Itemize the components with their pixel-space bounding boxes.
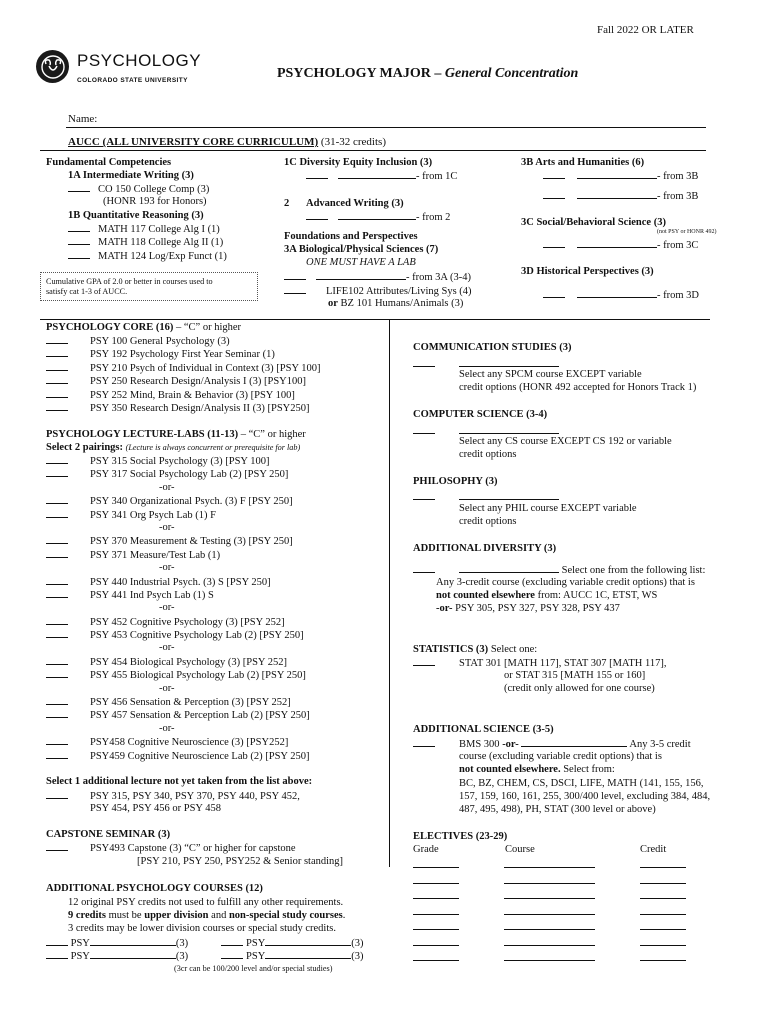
aucc-2-number: 2 xyxy=(284,198,290,209)
comm-line2: credit options (HONR 492 accepted for Honors Track 1) xyxy=(459,382,697,393)
core-course-blank[interactable] xyxy=(46,388,68,398)
psy-elective-check[interactable] xyxy=(46,949,68,959)
elective-grade[interactable] xyxy=(413,874,459,884)
elective-credit[interactable] xyxy=(640,889,686,899)
elective-credit[interactable] xyxy=(640,920,686,930)
bz101-or: or xyxy=(328,298,338,309)
from-2: - from 2 xyxy=(416,212,451,223)
page-title xyxy=(277,66,578,82)
phil-check[interactable] xyxy=(413,490,435,500)
life102-label: LIFE102 Attributes/Living Sys (4) xyxy=(326,286,472,297)
aucc-1b: 1B Quantitative Reasoning (3) xyxy=(68,210,204,221)
aucc-heading xyxy=(68,136,386,149)
aucc-heading-title: AUCC (ALL UNIVERSITY CORE CURRICULUM) xyxy=(68,136,319,148)
core-course xyxy=(46,388,321,401)
lab-blank[interactable] xyxy=(46,708,68,718)
elective-course[interactable] xyxy=(504,951,595,961)
core-list xyxy=(46,334,321,414)
non-special: non-special study courses xyxy=(228,910,343,921)
cs-line1: Select any CS course EXCEPT CS 192 or variable xyxy=(459,436,672,447)
credit-label: (3) xyxy=(175,938,189,949)
core-course-label: PSY 350 Research Design/Analysis II (3) [PSY250] xyxy=(90,402,310,414)
lecture-blank[interactable] xyxy=(46,454,68,464)
science-line6: 487, 495, 498), PH, STAT (300 level or above) xyxy=(459,804,656,815)
aucc-3b-row-1 xyxy=(543,169,698,183)
lab-label: PSY 317 Social Psychology Lab (2) [PSY 250] xyxy=(90,469,289,481)
elective-grade[interactable] xyxy=(413,936,459,946)
or-label: -or- xyxy=(159,481,175,493)
from-3c: - from 3C xyxy=(657,240,699,251)
stat-check[interactable] xyxy=(413,656,435,666)
co150-blank[interactable] xyxy=(68,182,90,192)
core-course-label: PSY 252 Mind, Brain & Behavior (3) [PSY 100] xyxy=(90,389,295,401)
comm-heading: COMMUNICATION STUDIES (3) xyxy=(413,342,572,353)
lecture-label: PSY 340 Organizational Psych. (3) F [PSY 250] xyxy=(90,496,293,508)
logo-title: PSYCHOLOGY xyxy=(77,51,202,70)
core-course xyxy=(46,334,321,347)
lab-note: ONE MUST HAVE A LAB xyxy=(306,257,416,268)
aucc-heading-credits: (31-32 credits) xyxy=(320,136,386,148)
aucc-1c-course[interactable] xyxy=(338,169,416,179)
elective-grade[interactable] xyxy=(413,858,459,868)
core-course xyxy=(46,401,321,414)
and-text: and xyxy=(208,910,229,921)
lab-row xyxy=(46,467,310,480)
lecture-label: PSY458 Cognitive Neuroscience (3) [PSY252] xyxy=(90,737,289,749)
core-course xyxy=(46,374,321,387)
elective-course[interactable] xyxy=(504,874,595,884)
from-3a: - from 3A (3-4) xyxy=(406,272,472,283)
co150-label: CO 150 College Comp (3) xyxy=(98,184,210,195)
grade-header: Grade xyxy=(413,844,439,855)
or-label: -or- xyxy=(159,722,175,734)
aucc-2-row xyxy=(306,210,450,224)
science-line2: course (excluding variable credit options) that is xyxy=(459,751,662,762)
science-line3 xyxy=(459,763,615,776)
elective-grade[interactable] xyxy=(413,920,459,930)
aucc-1c-check[interactable] xyxy=(306,169,328,179)
phil-line2: credit options xyxy=(459,516,517,527)
phil-heading: PHILOSOPHY (3) xyxy=(413,476,498,487)
additional-psy-note: (3cr can be 100/200 level and/or special studies) xyxy=(174,964,333,973)
core-course-blank[interactable] xyxy=(46,361,68,371)
aucc-3d-course[interactable] xyxy=(577,288,657,298)
lecture-row xyxy=(46,735,310,748)
phil-line1: Select any PHIL course EXCEPT variable xyxy=(459,503,637,514)
aucc-1c: 1C Diversity Equity Inclusion (3) xyxy=(284,157,433,168)
lecture-blank[interactable] xyxy=(46,655,68,665)
stat-heading-row xyxy=(413,643,537,656)
comm-line1: Select any SPCM course EXCEPT variable xyxy=(459,369,642,380)
core-heading-note: – “C” or higher xyxy=(176,322,242,333)
aucc-3b-course-2[interactable] xyxy=(577,189,657,199)
lab-row xyxy=(46,628,310,641)
core-course-blank[interactable] xyxy=(46,347,68,357)
diversity-or: -or- xyxy=(436,603,453,614)
credit-label: (3) xyxy=(175,951,189,962)
aucc-3a: 3A Biological/Physical Sciences (7) xyxy=(284,244,439,255)
psy-elective-course[interactable] xyxy=(90,936,176,946)
or-label: -or- xyxy=(159,642,175,654)
aucc-3c-row xyxy=(543,238,698,252)
labs-heading-title: PSYCHOLOGY LECTURE-LABS (11-13) xyxy=(46,429,239,440)
additional-lecture-blank[interactable] xyxy=(46,789,68,799)
lab-label: PSY459 Cognitive Neuroscience Lab (2) [PSY 250] xyxy=(90,750,310,762)
lecture-row xyxy=(46,655,310,668)
additional-psy-heading: ADDITIONAL PSYCHOLOGY COURSES (12) xyxy=(46,883,263,894)
diversity-check[interactable] xyxy=(413,563,435,573)
upper-division: upper division xyxy=(144,910,209,921)
labs-heading-note: – “C” or higher xyxy=(240,429,306,440)
science-course[interactable] xyxy=(521,737,627,747)
science-not-counted: not counted elsewhere. xyxy=(459,764,561,775)
labs-heading xyxy=(46,428,306,441)
labs-select-label: Select 2 pairings: xyxy=(46,442,123,453)
lab-label: PSY 455 Biological Psychology Lab (2) [PSY 250] xyxy=(90,670,306,682)
aucc-3d-row xyxy=(543,288,699,302)
psy-elective-check[interactable] xyxy=(221,936,243,946)
lecture-row xyxy=(46,615,310,628)
stat-line1: STAT 301 [MATH 117], STAT 307 [MATH 117], xyxy=(459,658,667,669)
psy-elective-course[interactable] xyxy=(265,936,351,946)
diversity-from: from: AUCC 1C, ETST, WS xyxy=(534,590,658,601)
from-3d: - from 3D xyxy=(657,290,699,301)
from-3b-2: - from 3B xyxy=(657,191,699,202)
comm-check[interactable] xyxy=(413,357,435,367)
psy-label: PSY xyxy=(70,951,90,962)
science-or: -or- xyxy=(502,739,519,750)
lab-label: PSY 453 Cognitive Psychology Lab (2) [PSY 250] xyxy=(90,630,304,642)
psy-elective-row-2 xyxy=(46,949,364,963)
math124-row xyxy=(68,249,227,263)
phil-course[interactable] xyxy=(459,490,559,500)
diversity-psy: PSY 305, PSY 327, PSY 328, PSY 437 xyxy=(452,603,620,614)
elective-grade[interactable] xyxy=(413,889,459,899)
aucc-3d-check[interactable] xyxy=(543,288,565,298)
elective-credit[interactable] xyxy=(640,858,686,868)
labs-list xyxy=(46,454,310,762)
aucc-2: Advanced Writing (3) xyxy=(306,198,404,209)
bms300: BMS 300 xyxy=(459,739,500,750)
bz101-row xyxy=(328,297,463,310)
capstone-row xyxy=(46,841,296,855)
lab-blank[interactable] xyxy=(46,467,68,477)
bz101-label: BZ 101 Humans/Animals (3) xyxy=(340,298,464,309)
math124-blank[interactable] xyxy=(68,249,90,259)
psy-label: PSY xyxy=(70,938,90,949)
fundamental-heading: Fundamental Competencies xyxy=(46,157,172,168)
or-label: -or- xyxy=(159,682,175,694)
lab-row xyxy=(46,548,310,561)
math118-row xyxy=(68,235,223,249)
comm-course[interactable] xyxy=(459,357,559,367)
elective-course[interactable] xyxy=(504,889,595,899)
page-title-main: PSYCHOLOGY MAJOR – xyxy=(277,66,442,81)
stat-line3: (credit only allowed for one course) xyxy=(504,683,655,694)
diversity-line2: Any 3-credit course (excluding variable credit options) that is xyxy=(436,577,695,588)
lecture-label: PSY 440 Industrial Psych. (3) S [PSY 250] xyxy=(90,576,271,588)
core-course-label: PSY 100 General Psychology (3) xyxy=(90,336,230,347)
credit-header: Credit xyxy=(640,844,667,855)
aucc-3c-check[interactable] xyxy=(543,238,565,248)
math118-label: MATH 118 College Alg II (1) xyxy=(98,237,224,248)
lecture-row xyxy=(46,454,310,467)
aucc-2-course[interactable] xyxy=(338,210,416,220)
lab-blank[interactable] xyxy=(46,628,68,638)
psy-label: PSY xyxy=(246,951,266,962)
credit-label: (3) xyxy=(351,951,364,962)
core-course xyxy=(46,361,321,374)
lab-label: PSY 341 Org Psych Lab (1) F xyxy=(90,509,217,521)
lab-label: PSY 371 Measure/Test Lab (1) xyxy=(90,549,221,561)
cs-line2: credit options xyxy=(459,449,517,460)
labs-select xyxy=(46,441,300,454)
additional-psy-line3: 3 credits may be lower division courses or special study credits. xyxy=(68,923,336,934)
additional-lecture-2: PSY 454, PSY 456 or PSY 458 xyxy=(90,803,221,814)
aucc-2-check[interactable] xyxy=(306,210,328,220)
core-course-blank[interactable] xyxy=(46,334,68,344)
core-heading-title: PSYCHOLOGY CORE (16) xyxy=(46,322,174,333)
lecture-row xyxy=(46,575,310,588)
or-label: -or- xyxy=(159,602,175,614)
capstone-heading: CAPSTONE SEMINAR (3) xyxy=(46,829,171,840)
aucc-3c-course[interactable] xyxy=(577,238,657,248)
life102-check[interactable] xyxy=(284,284,306,294)
core-course-label: PSY 250 Research Design/Analysis I (3) [PSY100] xyxy=(90,376,307,388)
honr193-note: (HONR 193 for Honors) xyxy=(103,196,207,207)
aucc-3a-course[interactable] xyxy=(316,270,406,280)
elective-credit[interactable] xyxy=(640,905,686,915)
ram-logo-icon xyxy=(36,50,69,83)
lecture-blank[interactable] xyxy=(46,534,68,544)
diversity-line3 xyxy=(436,589,657,602)
aucc-3a-row xyxy=(284,270,471,284)
lab-blank[interactable] xyxy=(46,749,68,759)
logo-subtitle: COLORADO STATE UNIVERSITY xyxy=(77,77,188,84)
lecture-label: PSY 452 Cognitive Psychology (3) [PSY 252] xyxy=(90,616,285,628)
lecture-blank[interactable] xyxy=(46,615,68,625)
section-rule xyxy=(40,319,710,320)
diversity-line4 xyxy=(436,602,620,615)
lecture-label: PSY 370 Measurement & Testing (3) [PSY 250] xyxy=(90,536,293,548)
lab-row xyxy=(46,588,310,601)
core-course-label: PSY 192 Psychology First Year Seminar (1) xyxy=(90,349,275,361)
aucc-3d: 3D Historical Perspectives (3) xyxy=(521,266,654,277)
lab-row xyxy=(46,668,310,681)
additional-psy-line2 xyxy=(68,909,345,922)
core-course-blank[interactable] xyxy=(46,374,68,384)
elective-course[interactable] xyxy=(504,936,595,946)
elective-credit[interactable] xyxy=(640,936,686,946)
additional-psy-line1: 12 original PSY credits not used to fulfill any other requirements. xyxy=(68,897,344,908)
lecture-label: PSY 454 Biological Psychology (3) [PSY 252] xyxy=(90,656,287,668)
page-title-sub: General Concentration xyxy=(444,66,579,81)
science-any: Any 3-5 credit xyxy=(629,739,691,750)
course-header: Course xyxy=(505,844,535,855)
psy-elective-course[interactable] xyxy=(90,949,176,959)
foundations-heading: Foundations and Perspectives xyxy=(284,231,418,242)
term-label: Fall 2022 OR LATER xyxy=(597,24,694,36)
stat-line2: or STAT 315 [MATH 155 or 160] xyxy=(504,670,646,681)
lab-blank[interactable] xyxy=(46,508,68,518)
lab-label: PSY 457 Sensation & Perception Lab (2) [PSY 250] xyxy=(90,710,310,722)
aucc-rule xyxy=(40,150,706,151)
gpa-note-1: Cumulative GPA of 2.0 or better in courses used to xyxy=(46,277,213,286)
lecture-blank[interactable] xyxy=(46,735,68,745)
psy-elective-check[interactable] xyxy=(46,936,68,946)
math118-blank[interactable] xyxy=(68,235,90,245)
science-line4: BC, BZ, CHEM, CS, DSCI, LIFE, MATH (141, 155, 156, xyxy=(459,778,704,789)
psy-label: PSY xyxy=(246,938,266,949)
elective-grade[interactable] xyxy=(413,951,459,961)
stat-heading: STATISTICS (3) xyxy=(413,644,489,655)
diversity-heading: ADDITIONAL DIVERSITY (3) xyxy=(413,543,557,554)
name-line[interactable] xyxy=(66,127,706,128)
math117-label: MATH 117 College Alg I (1) xyxy=(98,224,220,235)
from-3b-1: - from 3B xyxy=(657,171,699,182)
cs-check[interactable] xyxy=(413,424,435,434)
science-line5: 157, 159, 160, 161, 255, 300/400 level, excluding 384, 484, xyxy=(459,791,711,802)
aucc-3b-course-1[interactable] xyxy=(577,169,657,179)
electives-heading: ELECTIVES (23-29) xyxy=(413,831,508,842)
nine-credits: 9 credits xyxy=(68,910,107,921)
gpa-note-2: satisfy cat 1-3 of AUCC. xyxy=(46,287,128,296)
elective-grade[interactable] xyxy=(413,905,459,915)
lecture-row xyxy=(46,534,310,547)
lab-row xyxy=(46,749,310,762)
elective-credit[interactable] xyxy=(640,874,686,884)
lecture-label: PSY 315 Social Psychology (3) [PSY 100] xyxy=(90,456,270,467)
science-heading: ADDITIONAL SCIENCE (3-5) xyxy=(413,724,554,735)
lecture-row xyxy=(46,494,310,507)
lab-blank[interactable] xyxy=(46,588,68,598)
diversity-course[interactable] xyxy=(459,563,559,573)
aucc-3a-check[interactable] xyxy=(284,270,306,280)
lecture-row xyxy=(46,695,310,708)
period: . xyxy=(342,910,346,921)
elective-course[interactable] xyxy=(504,858,595,868)
additional-lecture-heading: Select 1 additional lecture not yet taken from the list above: xyxy=(46,776,313,787)
math124-label: MATH 124 Log/Exp Funct (1) xyxy=(98,251,227,262)
core-course-blank[interactable] xyxy=(46,401,68,411)
psy-elective-check[interactable] xyxy=(221,949,243,959)
credit-label: (3) xyxy=(351,938,364,949)
capstone-blank[interactable] xyxy=(46,841,68,851)
name-label: Name: xyxy=(68,113,98,125)
math117-blank[interactable] xyxy=(68,222,90,232)
elective-course[interactable] xyxy=(504,920,595,930)
psy-elective-course[interactable] xyxy=(265,949,351,959)
from-1c: - from 1C xyxy=(416,171,458,182)
not-counted: not counted elsewhere xyxy=(436,590,535,601)
aucc-1a: 1A Intermediate Writing (3) xyxy=(68,170,194,181)
lecture-blank[interactable] xyxy=(46,575,68,585)
aucc-1c-row xyxy=(306,169,457,183)
lab-row xyxy=(46,508,310,521)
science-select: Select from: xyxy=(560,764,615,775)
core-heading xyxy=(46,321,241,334)
labs-select-note: (Lecture is always concurrent or prerequisite for lab) xyxy=(125,443,301,452)
aucc-3c: 3C Social/Behavioral Science (3) xyxy=(521,217,666,228)
or-label: -or- xyxy=(159,562,175,574)
must-be: must be xyxy=(106,910,145,921)
lab-blank[interactable] xyxy=(46,548,68,558)
aucc-3b-row-2 xyxy=(543,189,698,203)
lecture-label: PSY 456 Sensation & Perception (3) [PSY 252] xyxy=(90,697,291,709)
aucc-3b: 3B Arts and Humanities (6) xyxy=(521,157,645,168)
lab-label: PSY 441 Ind Psych Lab (1) S xyxy=(90,589,214,601)
elective-credit[interactable] xyxy=(640,951,686,961)
lecture-blank[interactable] xyxy=(46,695,68,705)
capstone-line2: [PSY 210, PSY 250, PSY252 & Senior standing] xyxy=(137,856,344,867)
lab-row xyxy=(46,708,310,721)
stat-select: Select one: xyxy=(490,644,538,655)
aucc-3b-check-2[interactable] xyxy=(543,189,565,199)
core-course xyxy=(46,347,321,360)
lecture-blank[interactable] xyxy=(46,494,68,504)
cs-heading: COMPUTER SCIENCE (3-4) xyxy=(413,409,548,420)
science-check[interactable] xyxy=(413,737,435,747)
elective-course[interactable] xyxy=(504,905,595,915)
column-divider xyxy=(389,319,390,867)
lab-blank[interactable] xyxy=(46,668,68,678)
cs-course[interactable] xyxy=(459,424,559,434)
or-label: -or- xyxy=(159,521,175,533)
additional-lecture-1: PSY 315, PSY 340, PSY 370, PSY 440, PSY 452, xyxy=(90,791,300,802)
diversity-line1: Select one from the following list: xyxy=(561,565,706,576)
aucc-3b-check-1[interactable] xyxy=(543,169,565,179)
aucc-3c-note: (not PSY or HONR 492) xyxy=(657,229,717,235)
core-course-label: PSY 210 Psych of Individual in Context (3) [PSY 100] xyxy=(90,362,321,374)
capstone-line1: PSY493 Capstone (3) “C” or higher for capstone xyxy=(90,843,296,854)
